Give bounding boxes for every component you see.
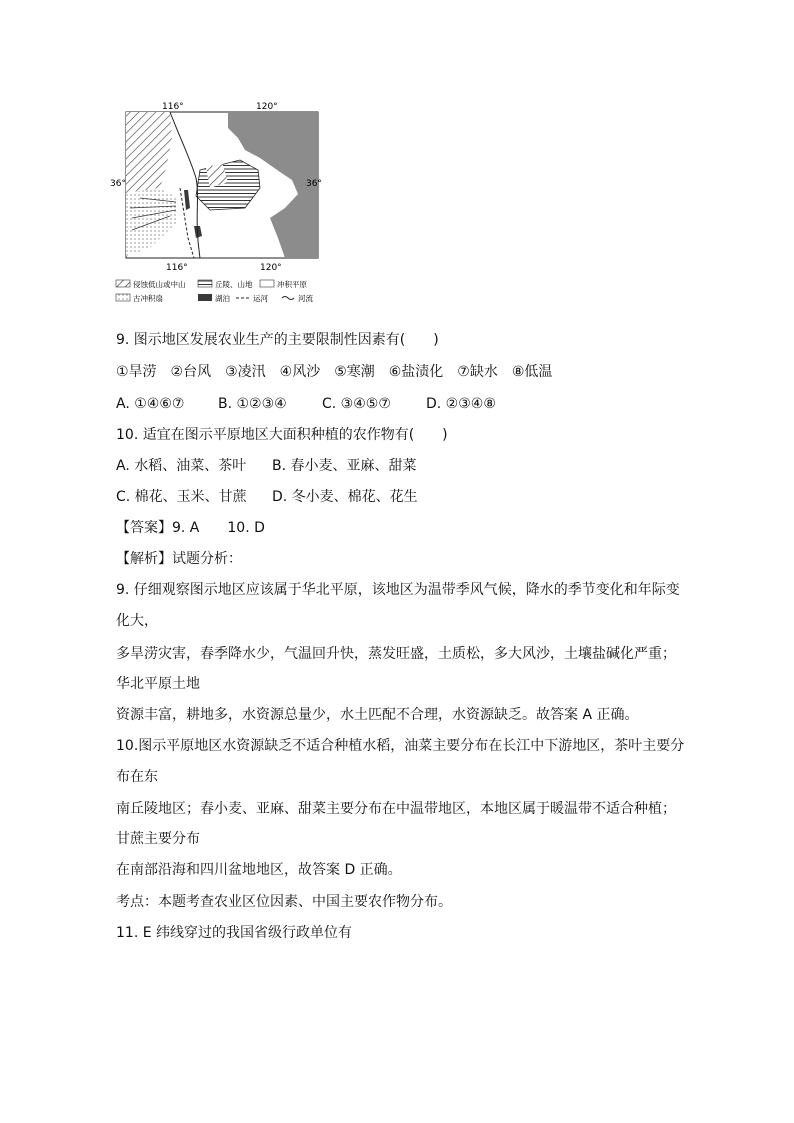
analysis-line: 10.图示平原地区水资源缺乏不适合种植水稻，油菜主要分布在长江中下游地区，茶叶主要分 [116,738,685,754]
lon-label-bottom-1: 116° [166,263,188,273]
blank-icon [260,280,274,287]
map-figure [110,98,332,310]
analysis-line: 华北平原土地 [116,676,200,692]
dot-icon [116,294,130,301]
legend-label: 湖泊 [215,294,230,303]
legend-label: 河流 [298,294,313,303]
q10-stem: 10. 适宜在图示平原地区大面积种植的农作物有( ) [116,427,448,443]
hatch-icon [116,280,130,287]
lon-label-top-1: 116° [162,102,184,112]
answer-line: 【答案】9. A 10. D [116,520,265,536]
q9-option-b: B. ①②③④ [218,396,287,412]
legend-label: 运河 [253,294,268,303]
q9-option-c: C. ③④⑤⑦ [322,396,391,412]
analysis-line: 南丘陵地区；春小麦、亚麻、甜菜主要分布在中温带地区，本地区属于暖温带不适合种植； [116,801,676,817]
lake-icon [198,294,212,301]
analysis-line: 多旱涝灾害，春季降水少，气温回升快，蒸发旺盛，土质松，多大风沙，土壤盐碱化严重； [116,646,676,662]
river-icon [282,297,294,300]
q11-stem: 11. E 纬线穿过的我国省级行政单位有 [116,925,353,941]
stripe-icon [198,280,212,287]
legend-label: 侵蚀低山或中山 [133,280,186,289]
analysis-line: 资源丰富，耕地多，水资源总量少，水土匹配不合理，水资源缺乏。故答案 A 正确。 [116,707,639,723]
q9-stem: 9. 图示地区发展农业生产的主要限制性因素有( ) [116,332,439,348]
legend-label: 丘陵、山地 [215,280,253,289]
analysis-line: 布在东 [116,769,158,785]
q9-option-a: A. ①④⑥⑦ [116,396,185,412]
q9-option-d: D. ②③④⑧ [426,396,496,412]
q10-option-d: D. 冬小麦、棉花、花生 [272,489,418,505]
analysis-heading: 【解析】试题分析： [116,551,242,567]
lon-label-bottom-2: 120° [260,263,282,273]
analysis-line: 甘蔗主要分布 [116,831,200,847]
q9-factors: ①旱涝 ②台风 ③凌汛 ④风沙 ⑤寒潮 ⑥盐渍化 ⑦缺水 ⑧低温 [116,364,553,380]
legend-label: 冲积平原 [277,280,307,289]
q10-option-c: C. 棉花、玉米、甘蔗 [116,489,247,505]
q10-option-b: B. 春小麦、亚麻、甜菜 [272,458,417,474]
q10-option-a: A. 水稻、油菜、茶叶 [116,458,247,474]
legend-label: 古冲积扇 [133,294,163,303]
lon-label-top-2: 120° [256,102,278,112]
analysis-line: 在南部沿海和四川盆地地区，故答案 D 正确。 [116,862,402,878]
analysis-line: 化大， [116,613,158,629]
kaodian-line: 考点：本题考查农业区位因素、中国主要农作物分布。 [116,894,452,910]
lat-label-left: 36° [110,179,126,189]
analysis-line: 9. 仔细观察图示地区应该属于华北平原，该地区为温带季风气候，降水的季节变化和年际变 [116,582,680,598]
lat-label-right: 36° [306,179,322,189]
